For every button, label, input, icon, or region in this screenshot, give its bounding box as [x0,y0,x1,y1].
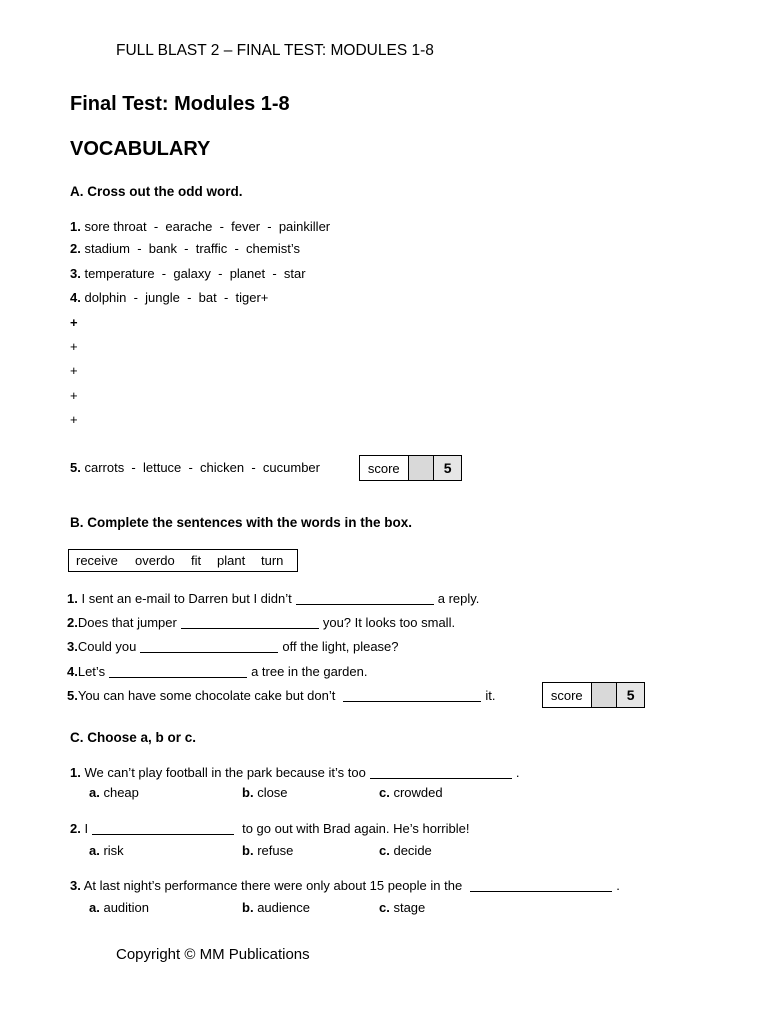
item-number: 2. [70,241,81,256]
option-text: close [257,785,288,800]
task-a-heading: A. Cross out the odd word. [70,184,243,199]
word-box-word: fit [191,553,202,568]
sentence-end: you? It looks too small. [322,615,456,630]
question-end: to go out with Brad again. He’s horrible! [242,821,470,836]
item-number: 3. [70,878,81,893]
section-heading: VOCABULARY [70,138,211,160]
option-letter: c. [379,843,390,858]
sentence-start: I sent an e-mail to Darren but I didn’t [81,591,292,606]
question-start: I [84,821,89,836]
option-a[interactable] [89,843,124,858]
option-text: crowded [393,785,443,800]
sentence-start: Could you [77,639,137,654]
option-letter: a. [89,900,100,915]
option-letter: b. [242,900,254,915]
plus-mark: + [70,412,78,427]
item-number: 1. [70,765,81,780]
sentence-start: Let’s [77,664,106,679]
question-start: At last night’s performance there were only about 15 people in the [83,878,463,893]
word-box-word: overdo [135,553,175,568]
score-max: 5 [434,456,461,480]
sentence-end: a reply. [437,591,480,606]
option-text: audition [103,900,150,915]
option-c[interactable] [379,900,425,915]
answer-blank[interactable] [109,664,247,678]
item-number: 3. [70,266,81,281]
page-header: FULL BLAST 2 – FINAL TEST: MODULES 1-8 [116,42,434,59]
sentence-start: Does that jumper [77,615,177,630]
word-box-word: turn [261,553,284,568]
page-title: Final Test: Modules 1-8 [70,93,290,115]
sentence-end: it. [485,688,496,703]
sentence-end: a tree in the garden. [251,664,368,679]
sentence-start: You can have some chocolate cake but don’t [77,688,336,703]
task-b-sentence [67,615,455,630]
option-text: decide [393,843,432,858]
item-number: 1. [67,591,78,606]
item-text: temperature - galaxy - planet - star [84,266,306,281]
question-start: We can’t play football in the park because it’s too [84,765,366,780]
item-number: 4. [70,290,81,305]
score-entry[interactable] [592,683,618,707]
answer-blank[interactable] [470,878,612,892]
option-letter: b. [242,785,254,800]
answer-blank[interactable] [140,639,278,653]
option-a[interactable] [89,785,139,800]
option-b[interactable] [242,900,310,915]
option-letter: c. [379,785,390,800]
question-end: . [515,765,520,780]
option-letter: b. [242,843,254,858]
task-b-heading: B. Complete the sentences with the words in the box. [70,515,413,530]
plus-mark: + [70,363,78,378]
word-box [68,549,298,572]
answer-blank[interactable] [296,591,434,605]
option-a[interactable] [89,900,149,915]
word-box-word: receive [76,553,118,568]
item-text: carrots - lettuce - chicken - cucumber [84,460,320,475]
option-text: stage [393,900,426,915]
task-c-question [70,821,470,836]
task-c-question [70,878,620,893]
task-a-item [70,290,268,305]
score-box-a [359,455,462,481]
option-text: cheap [103,785,139,800]
task-c-heading: C. Choose a, b or c. [70,730,197,745]
score-label: score [360,456,409,480]
option-c[interactable] [379,843,432,858]
option-letter: c. [379,900,390,915]
plus-mark: + [70,388,78,403]
score-max: 5 [617,683,644,707]
item-number: 5. [70,460,81,475]
task-a-item [70,266,306,281]
item-number: 3. [67,639,78,654]
item-number: 4. [67,664,78,679]
item-text: dolphin - jungle - bat - tiger+ [84,290,269,305]
option-text: audience [257,900,310,915]
answer-blank[interactable] [92,821,234,835]
task-b-sentence [67,664,367,679]
sentence-end: off the light, please? [282,639,399,654]
item-number: 5. [67,688,78,703]
question-end: . [616,878,620,893]
option-text: risk [103,843,124,858]
plus-mark: + [70,339,78,354]
task-b-sentence [67,591,479,606]
option-letter: a. [89,785,100,800]
item-number: 1. [70,219,81,234]
copyright-footer: Copyright © MM Publications [116,946,310,963]
option-text: refuse [257,843,294,858]
answer-blank[interactable] [181,615,319,629]
task-b-sentence [67,688,496,703]
option-letter: a. [89,843,100,858]
word-box-word: plant [217,553,246,568]
task-c-question [70,765,519,780]
task-b-sentence [67,639,399,654]
score-entry[interactable] [409,456,435,480]
plus-mark: + [70,315,78,330]
item-number: 2. [70,821,81,836]
task-a-item [70,219,330,234]
option-b[interactable] [242,785,288,800]
item-number: 2. [67,615,78,630]
option-c[interactable] [379,785,443,800]
score-label: score [543,683,592,707]
task-a-item [70,241,300,256]
item-text: sore throat - earache - fever - painkiller [84,219,331,234]
answer-blank[interactable] [370,765,512,779]
task-a-item [70,460,320,475]
item-text: stadium - bank - traffic - chemist’s [84,241,300,256]
answer-blank[interactable] [343,688,481,702]
score-box-b [542,682,645,708]
option-b[interactable] [242,843,293,858]
